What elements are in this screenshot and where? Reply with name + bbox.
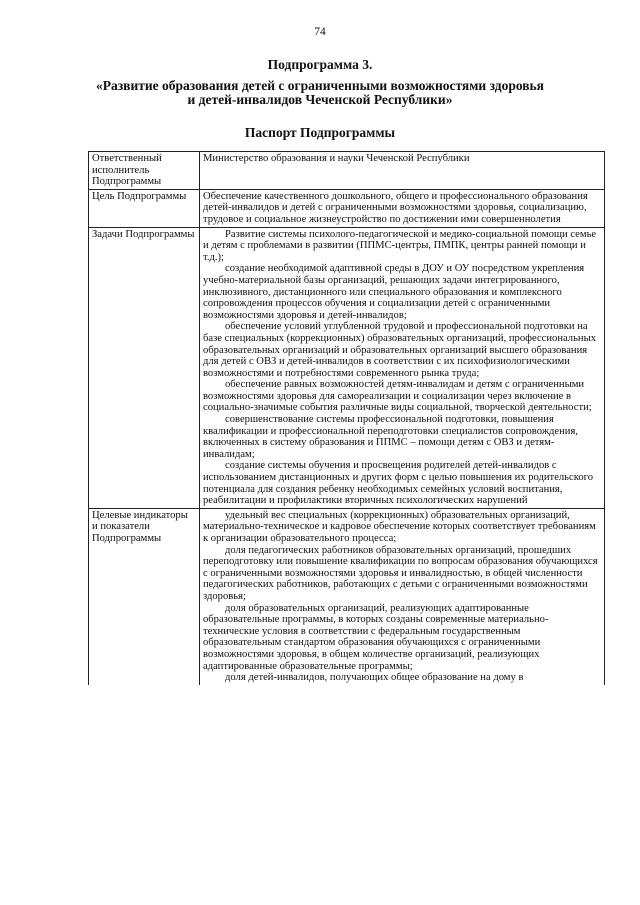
passport-table	[88, 151, 605, 685]
paragraph: совершенствование системы профессиональной подготовки, повышения квалификации и профессиональной переподготовки специалистов сопровождения, включенных в систему образования и ППМС – помощи детям с ОВЗ и детям-инвалидам;	[203, 414, 578, 460]
row-label: Целевые индикаторы и показатели Подпрограммы	[89, 508, 200, 684]
paragraph: создание необходимой адаптивной среды в ДОУ и ОУ посредством укрепления учебно-материальной базы организаций, решающих задачи интегрированного, инклюзивного, дистанционного или специального образования и комплексного сопровождения процессов обучения и социализации детей с ограниченными возможностями здоровья и детей-инвалидов;	[203, 263, 585, 321]
paragraph: Министерство образования и науки Чеченской Республики	[203, 153, 470, 164]
table-row-tasks	[89, 227, 605, 508]
page-number: 74	[314, 26, 326, 38]
paragraph: обеспечение равных возможностей детям-инвалидам и детям с ограниченными возможностями здоровья для самореализации и социализации через включение в социально-значимые события различные виды социальной, творческой деятельности;	[203, 379, 592, 414]
row-content	[200, 152, 605, 190]
paragraph: удельный вес специальных (коррекционных) образовательных организаций, материально-техническое и кадровое обеспечение которых соответствует требованиям к организации образовательного процесса;	[203, 509, 596, 544]
row-content	[200, 227, 605, 508]
row-label: Задачи Подпрограммы	[89, 227, 200, 508]
paragraph: доля педагогических работников образовательных организаций, прошедших переподготовку или повышение квалификации по вопросам образования обучающихся с ограниченными возможностями здоровья и инвалидностью, в общей численности педагогических работников, работающих с детьми с ограниченными возможностями здоровья;	[203, 544, 598, 602]
row-content	[200, 189, 605, 227]
paragraph: доля детей-инвалидов, получающих общее образование на дому в	[225, 672, 524, 684]
subprogram-title-line-1: «Развитие образования детей с ограниченными возможностями здоровья	[96, 78, 544, 93]
passport-heading: Паспорт Подпрограммы	[244, 125, 396, 140]
table-row-responsible-executor	[89, 152, 605, 190]
paragraph: создание системы обучения и просвещения родителей детей-инвалидов с использованием дистанционных и других форм с целью повышения их родительского потенциала для создания ребенку необходимых семейных условий воспитания, реабилитации и профилактики вторичных психологических нарушений	[203, 460, 593, 507]
paragraph: Развитие системы психолого-педагогической и медико-социальной помощи семье и детям с проблемами в развитии (ППМС-центры, ПМПК, центры ранней помощи и т.д.);	[203, 228, 597, 263]
subprogram-label: Подпрограмма 3.	[267, 57, 373, 72]
row-content	[200, 508, 605, 684]
subprogram-title-line-2: и детей-инвалидов Чеченской Республики»	[187, 92, 453, 107]
paragraph: Обеспечение качественного дошкольного, общего и профессионального образования детей-инвалидов и детей с ограниченными возможностями здоровья, социализацию, трудовое и социальное жизнеустройство по достижении ими совершеннолетия	[203, 190, 588, 225]
row-label: Цель Подпрограммы	[89, 189, 200, 227]
table-row-indicators	[89, 508, 605, 684]
table-row-goal	[89, 189, 605, 227]
paragraph: обеспечение условий углубленной трудовой и профессиональной подготовки на базе специальных (коррекционных) образовательных организаций, профессиональных образовательных организаций и образовательных организаций высшего образования для детей с ОВЗ и детей-инвалидов в соответствии с их психофизиологическими возможностями и потребностями современного рынка труда;	[203, 321, 597, 379]
row-label: Ответственный исполнитель Подпрограммы	[89, 152, 200, 190]
paragraph: доля образовательных организаций, реализующих адаптированные образовательные программы, в которых созданы современные материально-технические условия в соответствии с федеральным государственным образовательным стандартом образования обучающихся с ограниченными возможностями здоровья, в общем количестве организаций, реализующих адаптированные образовательные программы;	[203, 602, 549, 672]
